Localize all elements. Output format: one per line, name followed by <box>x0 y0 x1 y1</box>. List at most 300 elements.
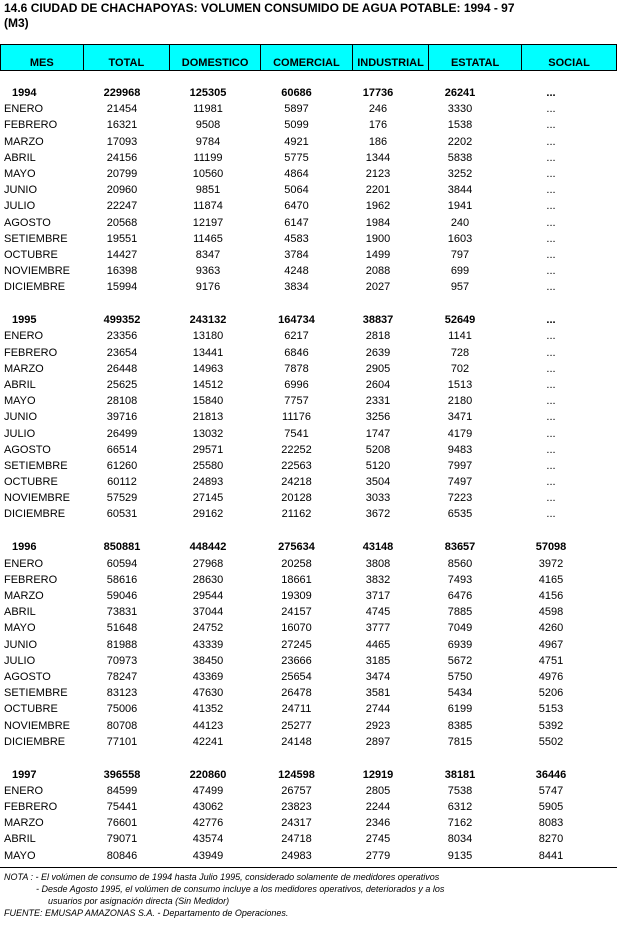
cell-col-3: 25277 <box>281 719 312 732</box>
cell-col-2: 38450 <box>192 654 224 667</box>
cell-col-3: 20258 <box>281 557 312 570</box>
cell-col-4: 2244 <box>365 801 391 814</box>
cell-col-3: 18661 <box>281 573 312 586</box>
cell-col-2: 13180 <box>192 330 224 343</box>
cell-col-0: 1994 <box>12 87 37 99</box>
cell-col-6: ... <box>546 184 556 197</box>
cell-col-2: 9508 <box>195 119 221 132</box>
cell-col-4: 2923 <box>365 719 391 732</box>
cell-col-4: 2201 <box>365 184 391 197</box>
cell-col-2: 11465 <box>193 232 223 245</box>
cell-col-1: 61260 <box>106 459 138 472</box>
cell-col-4: 246 <box>368 103 388 116</box>
cell-col-4: 3504 <box>365 476 391 489</box>
cell-col-3: 16070 <box>281 622 312 635</box>
cell-col-5: 83657 <box>444 541 476 554</box>
cell-col-3: 23666 <box>281 654 312 667</box>
cell-col-0: MAYO <box>4 167 36 180</box>
cell-col-4: 4465 <box>365 638 391 651</box>
cell-col-2: 43574 <box>192 833 224 846</box>
cell-col-4: 2779 <box>365 849 391 862</box>
spacer-row <box>0 523 617 540</box>
cell-col-0: NOVIEMBRE <box>4 719 71 732</box>
cell-col-2: 220860 <box>189 768 227 781</box>
month-row <box>0 215 617 231</box>
cell-col-6: 4598 <box>538 606 564 619</box>
cell-col-0: AGOSTO <box>4 670 51 683</box>
cell-col-5: 8385 <box>447 719 473 732</box>
cell-col-0: DICIEMBRE <box>4 281 66 294</box>
month-row <box>0 117 617 133</box>
cell-col-2: 13032 <box>192 427 224 440</box>
cell-col-4: 2346 <box>365 817 391 830</box>
cell-col-0: JUNIO <box>4 638 37 651</box>
cell-col-2: 11981 <box>193 103 223 116</box>
year-total-row <box>0 312 617 328</box>
cell-col-5: 702 <box>450 362 470 375</box>
header-comercial: COMERCIAL <box>261 45 353 71</box>
cell-col-3: 20128 <box>281 492 312 505</box>
cell-col-6: ... <box>546 119 556 132</box>
cell-col-3: 275634 <box>278 541 315 554</box>
table-body <box>0 85 617 864</box>
month-row <box>0 588 617 604</box>
cell-col-4: 3717 <box>365 590 391 603</box>
month-row <box>0 458 617 474</box>
cell-col-6: 4156 <box>538 590 564 603</box>
cell-col-3: 23823 <box>281 801 312 814</box>
cell-col-6: ... <box>546 265 556 278</box>
column-header-row <box>0 44 617 71</box>
cell-col-0: OCTUBRE <box>4 248 58 261</box>
header-total: TOTAL <box>83 45 170 71</box>
cell-col-5: 7997 <box>447 459 473 472</box>
cell-col-2: 10560 <box>192 167 224 180</box>
cell-col-4: 12919 <box>362 768 394 781</box>
month-row <box>0 263 617 279</box>
cell-col-2: 47499 <box>192 784 224 797</box>
cell-col-4: 17736 <box>362 87 394 99</box>
cell-col-1: 26499 <box>106 427 138 440</box>
cell-col-3: 24718 <box>281 833 312 846</box>
cell-col-6: ... <box>546 314 556 327</box>
cell-col-3: 4583 <box>284 232 309 245</box>
cell-col-2: 9176 <box>195 281 221 294</box>
cell-col-4: 2805 <box>365 784 391 797</box>
cell-col-5: 3844 <box>447 184 473 197</box>
cell-col-3: 21162 <box>281 508 312 521</box>
cell-col-5: 2180 <box>447 395 473 408</box>
month-row <box>0 848 617 864</box>
cell-col-1: 73831 <box>106 606 138 619</box>
cell-col-4: 2604 <box>365 378 391 391</box>
note-line-3: usuarios por asignación directa (Sin Medidor) <box>48 896 230 906</box>
cell-col-6: ... <box>546 411 556 424</box>
cell-col-0: AGOSTO <box>4 443 51 456</box>
cell-col-2: 11874 <box>193 200 223 213</box>
cell-col-4: 3672 <box>365 508 391 521</box>
cell-col-1: 84599 <box>106 784 138 797</box>
cell-col-2: 24893 <box>192 476 224 489</box>
cell-col-5: 7497 <box>447 476 473 489</box>
month-row <box>0 101 617 117</box>
cell-col-6: ... <box>546 459 556 472</box>
cell-col-0: JULIO <box>4 427 36 440</box>
cell-col-5: 6476 <box>447 590 473 603</box>
month-row <box>0 620 617 636</box>
cell-col-0: ABRIL <box>4 606 36 619</box>
month-row <box>0 279 617 295</box>
cell-col-6: ... <box>546 281 556 294</box>
cell-col-4: 5120 <box>365 459 391 472</box>
cell-col-3: 4921 <box>284 135 309 148</box>
cell-col-1: 20799 <box>106 167 138 180</box>
cell-col-4: 5208 <box>365 443 391 456</box>
cell-col-3: 22563 <box>281 459 312 472</box>
cell-col-0: FEBRERO <box>4 801 58 814</box>
cell-col-6: 8083 <box>538 817 564 830</box>
cell-col-5: 9483 <box>447 443 473 456</box>
cell-col-4: 3033 <box>365 492 391 505</box>
cell-col-2: 27968 <box>192 557 224 570</box>
cell-col-6: 5392 <box>538 719 564 732</box>
cell-col-2: 21813 <box>192 411 224 424</box>
cell-col-4: 186 <box>368 135 388 148</box>
cell-col-6: ... <box>546 395 556 408</box>
cell-col-5: 52649 <box>444 314 476 327</box>
cell-col-4: 43148 <box>362 541 394 554</box>
cell-col-5: 38181 <box>444 768 476 781</box>
cell-col-6: ... <box>546 346 556 359</box>
cell-col-6: ... <box>546 476 556 489</box>
cell-col-5: 1141 <box>448 330 472 343</box>
cell-col-1: 21454 <box>106 103 138 116</box>
month-row <box>0 572 617 588</box>
cell-col-3: 6147 <box>284 216 309 229</box>
cell-col-5: 1603 <box>447 232 473 245</box>
cell-col-5: 728 <box>450 346 470 359</box>
month-row <box>0 474 617 490</box>
cell-col-2: 29544 <box>192 590 224 603</box>
cell-col-2: 125305 <box>189 87 227 99</box>
month-row <box>0 734 617 750</box>
cell-col-3: 19309 <box>281 590 312 603</box>
month-row <box>0 198 617 214</box>
cell-col-1: 396558 <box>103 768 141 781</box>
cell-col-0: JUNIO <box>4 411 37 424</box>
cell-col-5: 8560 <box>447 557 473 570</box>
cell-col-5: 3330 <box>447 103 473 116</box>
month-row <box>0 426 617 442</box>
cell-col-6: ... <box>546 232 556 245</box>
cell-col-5: 26241 <box>444 87 476 99</box>
cell-col-6: 5905 <box>538 801 564 814</box>
cell-col-0: 1997 <box>12 768 37 781</box>
cell-col-0: MAYO <box>4 622 36 635</box>
cell-col-4: 1984 <box>365 216 391 229</box>
table-title <box>4 1 515 31</box>
cell-col-1: 19551 <box>106 232 138 245</box>
cell-col-4: 176 <box>368 119 388 132</box>
month-row <box>0 166 617 182</box>
cell-col-3: 25654 <box>281 670 312 683</box>
cell-col-2: 14512 <box>192 378 224 391</box>
cell-col-4: 2745 <box>365 833 391 846</box>
cell-col-3: 5099 <box>284 119 309 132</box>
cell-col-0: ENERO <box>4 784 44 797</box>
cell-col-3: 4864 <box>284 167 309 180</box>
cell-col-5: 2202 <box>447 135 473 148</box>
month-row <box>0 799 617 815</box>
cell-col-2: 8347 <box>195 248 221 261</box>
cell-col-5: 8034 <box>447 833 473 846</box>
cell-col-3: 24218 <box>281 476 312 489</box>
cell-col-3: 164734 <box>278 314 315 327</box>
cell-col-3: 11176 <box>282 411 311 424</box>
cell-col-0: ABRIL <box>4 833 36 846</box>
cell-col-2: 27145 <box>192 492 224 505</box>
cell-col-0: FEBRERO <box>4 346 58 359</box>
cell-col-0: NOVIEMBRE <box>4 265 71 278</box>
cell-col-4: 1747 <box>365 427 391 440</box>
month-row <box>0 393 617 409</box>
cell-col-6: ... <box>546 443 556 456</box>
year-total-row <box>0 539 617 555</box>
cell-col-3: 6470 <box>284 200 309 213</box>
cell-col-4: 1900 <box>365 232 391 245</box>
cell-col-6: 36446 <box>535 768 567 781</box>
cell-col-6: 4976 <box>538 670 564 683</box>
cell-col-2: 43369 <box>192 670 224 683</box>
cell-col-3: 24148 <box>281 735 312 748</box>
cell-col-4: 3581 <box>365 687 391 700</box>
cell-col-5: 5838 <box>447 151 473 164</box>
cell-col-4: 2027 <box>365 281 391 294</box>
cell-col-6: 5206 <box>538 687 564 700</box>
cell-col-1: 15994 <box>106 281 138 294</box>
cell-col-5: 7885 <box>447 606 473 619</box>
cell-col-0: JULIO <box>4 654 36 667</box>
month-row <box>0 361 617 377</box>
cell-col-2: 28630 <box>192 573 224 586</box>
month-row <box>0 490 617 506</box>
cell-col-0: MAYO <box>4 849 36 862</box>
month-row <box>0 150 617 166</box>
month-row <box>0 653 617 669</box>
cell-col-3: 24317 <box>281 817 312 830</box>
cell-col-5: 3252 <box>447 167 473 180</box>
month-row <box>0 506 617 522</box>
cell-col-5: 7162 <box>447 817 473 830</box>
cell-col-6: ... <box>546 508 556 521</box>
month-row <box>0 345 617 361</box>
cell-col-0: MARZO <box>4 817 44 830</box>
cell-col-6: 4260 <box>538 622 564 635</box>
cell-col-2: 14963 <box>192 362 224 375</box>
cell-col-2: 37044 <box>192 606 224 619</box>
header-industrial: INDUSTRIAL <box>352 45 428 71</box>
cell-col-1: 60112 <box>107 476 137 489</box>
cell-col-1: 22247 <box>106 200 138 213</box>
cell-col-2: 13441 <box>192 346 224 359</box>
cell-col-6: 5502 <box>538 735 564 748</box>
cell-col-6: ... <box>546 200 556 213</box>
cell-col-0: ENERO <box>4 557 44 570</box>
cell-col-4: 4745 <box>365 606 391 619</box>
cell-col-2: 43949 <box>192 849 224 862</box>
cell-col-4: 38837 <box>362 314 394 327</box>
cell-col-5: 7223 <box>447 492 473 505</box>
cell-col-0: MARZO <box>4 135 44 148</box>
cell-col-0: OCTUBRE <box>4 703 58 716</box>
note-line-2: - Desde Agosto 1995, el volúmen de consumo incluye a los medidores operativos, deteriorados y a los <box>36 884 445 894</box>
header-domestico: DOMESTICO <box>170 45 261 71</box>
cell-col-2: 44123 <box>192 719 224 732</box>
cell-col-1: 70973 <box>106 654 138 667</box>
cell-col-5: 7493 <box>447 573 473 586</box>
cell-col-6: ... <box>546 492 556 505</box>
source-line: FUENTE: EMUSAP AMAZONAS S.A. - Departamento de Operaciones. <box>4 908 289 918</box>
cell-col-4: 3808 <box>365 557 391 570</box>
cell-col-2: 9784 <box>195 135 221 148</box>
cell-col-5: 7049 <box>447 622 473 635</box>
cell-col-4: 1499 <box>365 248 391 261</box>
spacer-row <box>0 295 617 312</box>
cell-col-4: 3474 <box>365 670 391 683</box>
cell-col-0: ENERO <box>4 330 44 343</box>
cell-col-2: 9851 <box>195 184 221 197</box>
cell-col-5: 6312 <box>447 801 473 814</box>
cell-col-3: 26757 <box>281 784 312 797</box>
cell-col-2: 11199 <box>193 151 223 164</box>
cell-col-3: 6217 <box>284 330 309 343</box>
cell-col-3: 7541 <box>284 427 309 440</box>
cell-col-0: SETIEMBRE <box>4 687 68 700</box>
cell-col-0: 1995 <box>12 314 37 327</box>
cell-col-3: 124598 <box>278 768 315 781</box>
cell-col-5: 1538 <box>447 119 473 132</box>
cell-col-6: 5153 <box>538 703 564 716</box>
cell-col-6: 57098 <box>535 541 567 554</box>
month-row <box>0 556 617 572</box>
cell-col-6: 8441 <box>538 849 564 862</box>
month-row <box>0 718 617 734</box>
cell-col-1: 66514 <box>106 443 138 456</box>
cell-col-1: 20568 <box>106 216 138 229</box>
cell-col-5: 957 <box>450 281 470 294</box>
cell-col-6: 4967 <box>538 638 564 651</box>
cell-col-6: ... <box>546 103 556 116</box>
cell-col-3: 6996 <box>284 378 309 391</box>
cell-col-4: 2905 <box>365 362 391 375</box>
cell-col-2: 29162 <box>192 508 224 521</box>
title-line-1: 14.6 CIUDAD DE CHACHAPOYAS: VOLUMEN CONSUMIDO DE AGUA POTABLE: 1994 - 97 <box>4 1 515 15</box>
cell-col-3: 24711 <box>281 703 312 716</box>
cell-col-2: 43062 <box>192 801 224 814</box>
cell-col-0: JUNIO <box>4 184 37 197</box>
cell-col-1: 16398 <box>106 265 138 278</box>
cell-col-1: 51648 <box>106 622 138 635</box>
cell-col-0: ABRIL <box>4 151 36 164</box>
month-row <box>0 247 617 263</box>
cell-col-1: 39716 <box>106 411 138 424</box>
cell-col-2: 42776 <box>192 817 224 830</box>
cell-col-1: 78247 <box>106 670 138 683</box>
cell-col-0: MARZO <box>4 362 44 375</box>
cell-col-4: 2818 <box>365 330 391 343</box>
month-row <box>0 815 617 831</box>
cell-col-1: 60594 <box>106 557 138 570</box>
cell-col-1: 75441 <box>106 801 138 814</box>
month-row <box>0 685 617 701</box>
month-row <box>0 831 617 847</box>
month-row <box>0 783 617 799</box>
cell-col-1: 80708 <box>106 719 138 732</box>
cell-col-0: AGOSTO <box>4 216 51 229</box>
cell-col-5: 9135 <box>447 849 473 862</box>
cell-col-2: 29571 <box>192 443 224 456</box>
cell-col-0: 1996 <box>12 541 37 554</box>
cell-col-6: ... <box>546 167 556 180</box>
cell-col-6: ... <box>546 216 556 229</box>
cell-col-1: 75006 <box>106 703 138 716</box>
notes-block <box>4 871 444 919</box>
cell-col-0: DICIEMBRE <box>4 508 66 521</box>
cell-col-0: SETIEMBRE <box>4 232 68 245</box>
title-line-2: (M3) <box>4 16 29 30</box>
cell-col-4: 2123 <box>365 167 391 180</box>
month-row <box>0 182 617 198</box>
cell-col-1: 83123 <box>106 687 138 700</box>
cell-col-4: 2897 <box>365 735 391 748</box>
cell-col-0: NOVIEMBRE <box>4 492 71 505</box>
footer-divider <box>0 867 617 868</box>
cell-col-4: 3256 <box>365 411 391 424</box>
cell-col-0: ABRIL <box>4 378 36 391</box>
cell-col-5: 699 <box>450 265 470 278</box>
note-line-1: NOTA : - El volúmen de consumo de 1994 hasta Julio 1995, considerado solamente de medidores operativos <box>4 872 440 882</box>
cell-col-0: DICIEMBRE <box>4 735 66 748</box>
cell-col-6: ... <box>546 378 556 391</box>
cell-col-4: 2639 <box>365 346 391 359</box>
cell-col-5: 6199 <box>447 703 473 716</box>
cell-col-1: 16321 <box>106 119 138 132</box>
cell-col-6: 5747 <box>538 784 564 797</box>
header-estatal: ESTATAL <box>429 45 522 71</box>
cell-col-4: 3832 <box>365 573 391 586</box>
cell-col-3: 60686 <box>281 87 312 99</box>
cell-col-6: 3972 <box>538 557 564 570</box>
cell-col-1: 76601 <box>106 817 138 830</box>
cell-col-5: 6535 <box>447 508 473 521</box>
cell-col-5: 6939 <box>447 638 473 651</box>
cell-col-3: 4248 <box>284 265 309 278</box>
month-row <box>0 328 617 344</box>
cell-col-2: 448442 <box>189 541 227 554</box>
cell-col-5: 5672 <box>447 654 473 667</box>
month-row <box>0 409 617 425</box>
cell-col-1: 60531 <box>106 508 138 521</box>
cell-col-4: 2088 <box>365 265 391 278</box>
cell-col-0: FEBRERO <box>4 573 58 586</box>
spacer-row <box>0 750 617 767</box>
year-total-row <box>0 85 617 101</box>
month-row <box>0 701 617 717</box>
cell-col-3: 5775 <box>284 151 309 164</box>
cell-col-4: 2744 <box>365 703 391 716</box>
month-row <box>0 669 617 685</box>
cell-col-6: 8270 <box>538 833 564 846</box>
